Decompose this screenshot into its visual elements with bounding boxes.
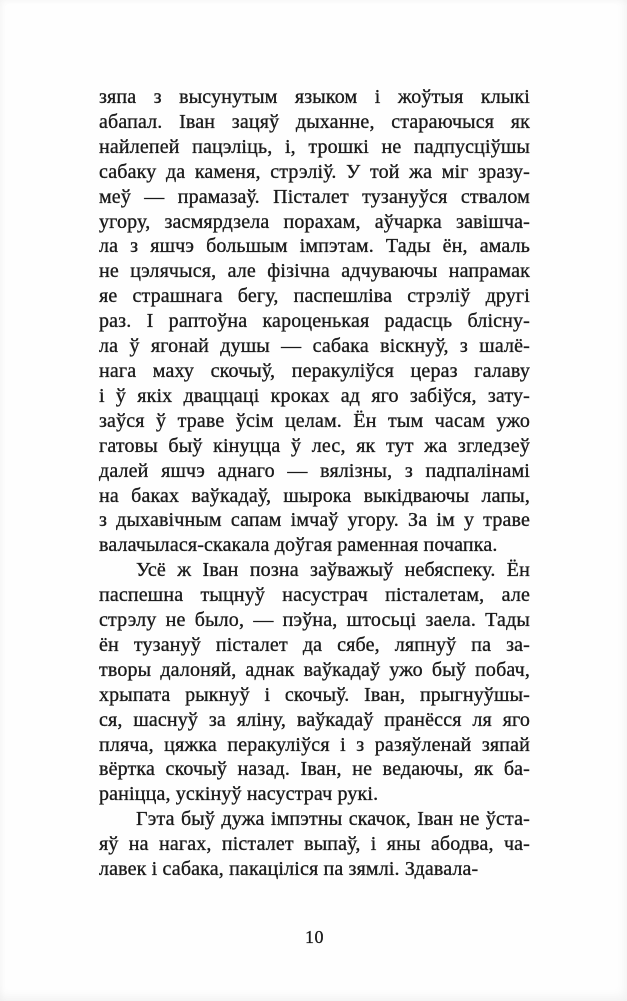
text-line: стрэлу не было, — пэўна, штосьці заела. Тады [99, 609, 530, 632]
text-line: ла з яшчэ большым імпэтам. Тады ён, амаль [99, 235, 530, 258]
text-line: яў на нагах, пісталет выпаў, і яны абодва, ча- [99, 833, 530, 856]
text-line: заўся ў траве ўсім целам. Ён тым часам ужо [99, 409, 530, 432]
text-line: Гэта быў дужа імпэтны скачок, Іван не ўста- [136, 808, 530, 831]
text-line: сабаку да каменя, стрэліў. У той жа міг зразу- [99, 160, 530, 183]
text-line: ён тузануў пісталет да сябе, ляпнуў па за- [99, 633, 530, 656]
text-line: валачылася-скакала доўгая раменная почапка. [99, 534, 498, 557]
text-line: на баках ваўкадаў, шырока выкідваючы лапы, [99, 484, 530, 507]
text-line: угору, засмярдзела порахам, аўчарка завішча- [99, 210, 530, 233]
text-line: меў — прамазаў. Пісталет тузануўся ствалом [99, 185, 530, 208]
text-line: і ў якіх дваццаці кроках ад яго забіўся, зату- [99, 384, 530, 407]
text-line: вёртка скочыў назад. Іван, не ведаючы, як ба- [99, 758, 530, 781]
text-line: лавек і сабака, пакаціліся па зямлі. Здавала- [99, 858, 479, 881]
text-line: ла ў ягонай душы — сабака віскнуў, з шалё- [99, 335, 530, 358]
text-line: зяпа з высунутым языком і жоўтыя клыкі [99, 86, 530, 108]
page-number: 10 [305, 927, 324, 947]
text-block [99, 85, 530, 882]
text-line: з дыхавічным сапам імчаў угору. За ім у траве [99, 509, 530, 532]
text-line: раз. І раптоўна кароценькая радасць блісну- [99, 310, 530, 333]
text-line: найлепей пацэліць, і, трошкі не падпусціўшы [99, 135, 530, 158]
text-line: не цэлячыся, але фізічна адчуваючы напрамак [99, 260, 530, 283]
text-line: раніцца, ускінуў насустрач рукі. [99, 783, 379, 806]
text-line: пляча, цяжка перакуліўся і з разяўленай зяпай [99, 733, 530, 756]
text-line: ся, шаснуў за яліну, ваўкадаў пранёсся ля яго [99, 708, 530, 731]
paragraph [99, 558, 530, 807]
text-line: яе страшнага бегу, паспешліва стрэліў другі [99, 285, 530, 308]
text-line: далей яшчэ аднаго — вялізны, з падпалінамі [99, 459, 530, 482]
text-line: гатовы быў кінуцца ў лес, як тут жа згледзеў [99, 434, 530, 457]
text-line: творы далоняй, аднак ваўкадаў ужо быў побач, [99, 658, 530, 681]
text-line: нага маху скочыў, перакуліўся цераз галаву [99, 359, 530, 382]
paragraph [99, 85, 530, 558]
text-line: абапал. Іван зацяў дыханне, стараючыся як [99, 110, 530, 133]
text-line: Усё ж Іван позна заўважыў небяспеку. Ён [136, 559, 530, 582]
text-line: хрыпата рыкнуў і скочыў. Іван, прыгнуўшы- [99, 683, 530, 706]
text-line: паспешна тыцнуў насустрач пісталетам, але [99, 584, 530, 607]
paragraph [99, 807, 530, 882]
